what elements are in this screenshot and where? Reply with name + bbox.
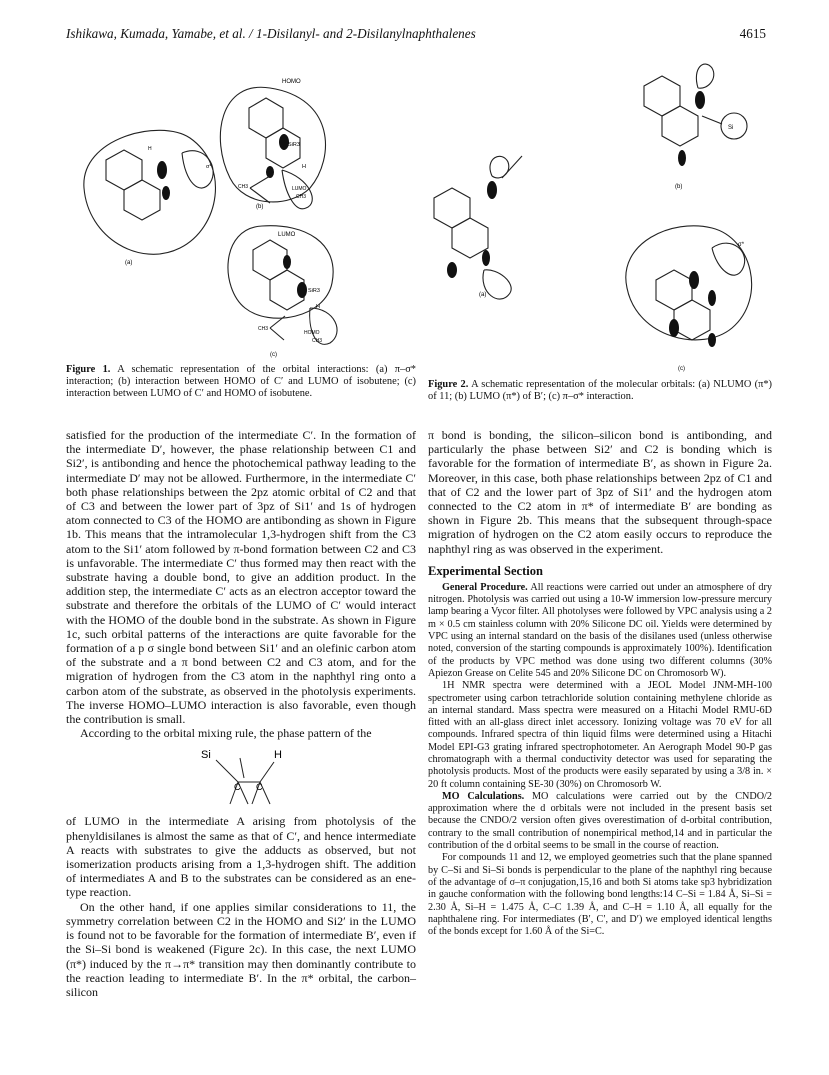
- page-number: 4615: [739, 26, 766, 41]
- general-procedure-heading: General Procedure.: [442, 581, 528, 593]
- right-paragraph-1: π bond is bonding, the silicon–silicon bond is antibonding, and particularly the phase between Si2′ and C2 is bonding which is favorable for the formation of intermediate B′, as shown in Figure 2a. Moreover, in this case, both phase relationships between 2pz of C1 and that of C2 and the lower part of 3pz of Si1′ and the hydrogen atom connected to the C2 atom in π* of intermediate B′ are bonding as shown in Figure 2b. This means that the subsequent through-space migration of hydrogen on the C2 atom easily occurs to reproduce the naphthyl ring as was observed in the experiment.: [428, 428, 772, 556]
- left-column: [66, 428, 416, 999]
- fig2-label-b: (b): [675, 184, 683, 190]
- figure-1-diagram: [70, 58, 420, 360]
- fig2-label-c: (c): [678, 366, 685, 372]
- fig1a-ring-2: [124, 180, 160, 220]
- nmr-paragraph: 1H NMR spectra were determined with a JEOL Model JNM-MH-100 spectrometer using carbon tetrachloride solution containing methylene chloride as an internal standard. Mass spectra were measured on a Hitachi Model RMU-6D fitted with an all-glass direct inlet accessory. Ionizing voltage was 70 eV for all compounds. Infrared spectra of thin liquid films were determined using a Hitachi Model EPI-G3 grating infrared spectrophotometer. An Aerograph Model 90-P gas chromatograph with a thermal conductivity detector was used for separating the photolysis products. Most of the products were easily separated by using a 3/8 in. × 20 ft column containing SE-30 (30%) on Chromosorb W.: [428, 680, 772, 790]
- fig2a-lower-lobe: [483, 270, 511, 299]
- fig1-label-ch3b-c: CH3: [312, 338, 323, 344]
- fig2-label-si: Si: [728, 125, 734, 131]
- fig2b-upper-lobe: [696, 64, 713, 88]
- left-paragraph-3: of LUMO in the intermediate A arising from photolysis of the phenyldisilanes is almost the same as that of C′, and hence intermediate A reacts with substrates to give the adducts as observed, but not isomerization products arising from a 1,3-hydrogen shift. The addition of intermediates A and B to the substrates can be considered as an ene-type reaction.: [66, 814, 416, 900]
- fig2-label-a: (a): [479, 292, 487, 298]
- fig2c-envelope: [626, 226, 752, 340]
- left-paragraph-4: On the other hand, if one applies similar considerations to 11, the symmetry correlation between C2 in the HOMO and Si2′ in the LUMO is found not to be favorable for the formation of intermediate B′, even if the Si–Si bond is weakened (Figure 2c). In this case, the next LUMO (π*) induced by the π→π* transition may then dominantly contribute to the reaction leading to intermediate B′. In the π* orbital, the carbon–silicon: [66, 899, 416, 999]
- fig1-label-lumo-c: LUMO: [278, 232, 296, 238]
- inline-structure-si: Si: [201, 749, 211, 762]
- general-procedure-text: All reactions were carried out under an atmosphere of dry nitrogen. Photolysis was carried out using a 10-W immersion low-pressure mercury lamp bearing a Vycor filter. All photolyses were followed by VPC analysis using a 2 m × 0.5 cm stainless column with 20% Silicone DC oil. Yields were determined by VPC using an internal standard on the basis of the disilanes used (unless otherwise noted, conversion of the starting compounds is approximately 100%). Identification of the products by VPC method was done using two different columns (30% Apiezon Grease on Celite 545 and 20% Silicone DC on Chromosorb W).: [428, 581, 773, 679]
- fig1-label-homo-c: HOMO: [304, 330, 320, 336]
- fig1-label-ch3-b: CH3: [238, 184, 249, 190]
- figure-1-caption-number: Figure 1.: [66, 364, 111, 375]
- fig1-label-ch3b-b: CH3: [296, 194, 307, 200]
- inline-structure-drawing: [196, 742, 296, 812]
- figure-2-caption: [428, 379, 772, 403]
- fig1-label-a: (a): [125, 260, 133, 266]
- fig1-label-h-c: H: [316, 304, 320, 310]
- fig2b-ring-2: [662, 106, 698, 146]
- fig2c-ring-1: [656, 270, 692, 310]
- right-column: [428, 428, 772, 938]
- geometry-paragraph: For compounds 11 and 12, we employed geometries such that the plane spanned by C–Si and Si–Si bonds is perpendicular to the plane of the naphthyl ring because of the advantage of σ–π conjugation,15,16 and both Si atoms take sp3 hybridization in gauche conformation with the following bond lengths:14 C–Si = 1.84 Å, Si–Si = 2.30 Å, Si–H = 1.475 Å, C–C 1.39 Å, and C–H = 1.10 Å, all equally for the naphthalene ring. For intermediates (B′, C′, and D′) we employed identical lengths of the bonds except for 1.60 Å of the Si=C.: [428, 852, 772, 938]
- fig2a-ring-2: [452, 218, 488, 258]
- fig2c-ring-2: [674, 300, 710, 340]
- fig1-label-ch3-c: CH3: [258, 326, 269, 332]
- inline-structure-c1: C: [234, 782, 241, 793]
- fig1-label-c: (c): [270, 352, 277, 358]
- fig1-label-sir3-c: SiR3: [308, 288, 320, 294]
- inline-structure-block: [66, 740, 416, 814]
- fig2a-upper-lobe: [490, 156, 509, 178]
- fig1-label-h-b: H: [302, 164, 306, 170]
- running-title: Ishikawa, Kumada, Yamabe, et al. / 1-Disilanyl- and 2-Disilanylnaphthalenes: [66, 26, 476, 41]
- fig1-label-b: (b): [256, 204, 264, 210]
- fig1b-ring-1: [249, 98, 283, 138]
- fig1-label-h-a: H: [148, 146, 152, 152]
- fig1-label-lumo-b: LUMO: [292, 186, 307, 192]
- figure-1-caption: [66, 364, 416, 401]
- fig2b-si-orbital: [721, 113, 747, 139]
- fig1-label-sigma-a: σ*: [206, 164, 212, 170]
- fig1a-ring-1: [106, 150, 142, 190]
- fig2a-ring-1: [434, 188, 470, 228]
- figure-2-caption-text: A schematic representation of the molecular orbitals: (a) NLUMO (π*) of 11; (b) LUMO (π*) of B′; (c) π–σ* interaction.: [428, 379, 772, 403]
- inline-structure-h: H: [274, 749, 282, 762]
- mo-calculations-text: MO calculations were carried out by the CNDO/2 approximation where the d orbitals were not included in the present basis set because the CNDO/2 version often gives overestimation of d-orbital contribution, contrary to the small contribution of nonempirical method,14 and in particular the contribution of the d orbital seems to be small in the course of reaction.: [428, 790, 772, 852]
- mo-calculations-heading: MO Calculations.: [442, 790, 525, 802]
- fig2-label-sigma: σ*: [738, 242, 745, 248]
- fig2b-ring-1: [644, 76, 680, 116]
- fig1c-ring-1: [253, 240, 287, 280]
- experimental-section-title: Experimental Section: [428, 563, 543, 578]
- figure-2-diagram: [412, 58, 782, 376]
- figure-2-caption-number: Figure 2.: [428, 379, 469, 390]
- left-paragraph-1: satisfied for the production of the intermediate C′. In the formation of the intermediate D′, however, the phase relationship between C1 and Si2′, is antibonding and hence the photochemical pathway leading to the intermediate D′ may not be allowed. Furthermore, in the intermediate C′ both phase relationships between the 2pz atomic orbital of C2 and that of C3 and between the lower part of 3pz of Si1′ and 1s of hydrogen atom connected to C3 of the HOMO are antibonding as shown in Figure 1b. This means that the intramolecular 1,3-hydrogen shift from the C3 atom to the Si1′ atom followed by π-bond formation between C2 and C3 is unfavorable. The intermediate C′ thus formed may then react with the substrate having a double bond, to give an addition product. In the addition step, the intermediate C′ acts as an electron acceptor toward the substrate and therefore the orbitals of the LUMO of C′ would interact with the HOMO of the double bond in the substrate. As shown in Figure 1c, such orbital patterns of the interactions are quite favorable for the formation of a p σ single bond between Si1′ and an olefinic carbon atom of the substrate and a π bond between C2 and C3 atom, and for the migration of hydrogen from the C3 atom in the naphthyl ring onto a carbon atom of the substrate, as observed in the photolysis experiments. The inverse HOMO–LUMO interaction is also favorable, even though the contribution is small.: [66, 428, 416, 727]
- fig1b-homo-envelope: [220, 87, 325, 202]
- fig1-label-sir3-b: SiR3: [288, 142, 300, 148]
- running-header: [66, 26, 766, 48]
- fig1-label-homo-top: HOMO: [282, 79, 301, 85]
- figure-1-caption-text: A schematic representation of the orbital interactions: (a) π–σ* interaction; (b) interaction between HOMO of C′ and LUMO of isobutene; (c) interaction between LUMO of C′ and HOMO of isobutene.: [66, 364, 416, 400]
- inline-structure-c2: C: [256, 782, 263, 793]
- left-paragraph-2: According to the orbital mixing rule, the phase pattern of the: [80, 726, 372, 741]
